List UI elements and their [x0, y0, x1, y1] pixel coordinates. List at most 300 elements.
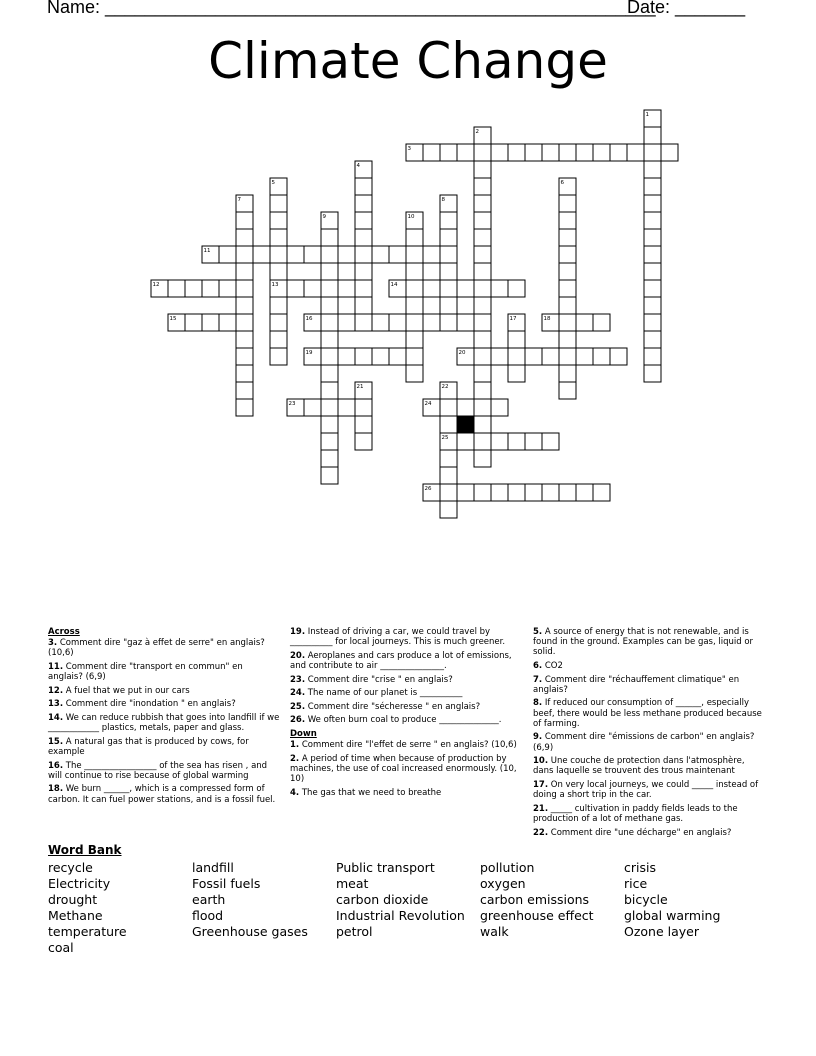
grid-cell[interactable] — [542, 484, 559, 501]
grid-cell[interactable] — [270, 229, 287, 246]
grid-cell[interactable] — [321, 297, 338, 314]
clue-text: The _________________ of the sea has risen , and will continue to rise because of global warming — [48, 760, 268, 781]
grid-cell[interactable] — [270, 331, 287, 348]
grid-cell[interactable] — [542, 314, 559, 331]
grid-cell[interactable] — [355, 433, 372, 450]
grid-cell[interactable] — [440, 195, 457, 212]
grid-cell[interactable] — [576, 314, 593, 331]
grid-cell[interactable] — [355, 297, 372, 314]
grid-cell[interactable] — [202, 314, 219, 331]
clue-label-2: 2 — [475, 129, 479, 135]
grid-cell[interactable] — [576, 484, 593, 501]
grid-cell[interactable] — [559, 348, 576, 365]
clue-text: Aeroplanes and cars produce a lot of emissions, and contribute to air _______________. — [290, 650, 512, 671]
down-clues-column — [533, 627, 765, 841]
grid-cell[interactable] — [508, 314, 525, 331]
grid-cell[interactable] — [474, 331, 491, 348]
clue-across-25 — [290, 702, 522, 712]
grid-cell[interactable] — [304, 399, 321, 416]
grid-cell[interactable] — [559, 314, 576, 331]
grid-cell[interactable] — [440, 467, 457, 484]
grid-cell[interactable] — [236, 382, 253, 399]
word-bank-item: meat — [336, 876, 369, 891]
grid-cell[interactable] — [321, 331, 338, 348]
clue-number: 11. — [48, 662, 64, 672]
black-cell — [457, 416, 474, 433]
clue-text: Instead of driving a car, we could travel by __________ for local journeys. This is much greener. — [290, 627, 506, 648]
grid-cell[interactable] — [304, 246, 321, 263]
grid-cell[interactable] — [219, 314, 236, 331]
grid-cell[interactable] — [355, 416, 372, 433]
grid-cell[interactable] — [423, 246, 440, 263]
grid-cell[interactable] — [355, 195, 372, 212]
clue-number: 7. — [533, 674, 543, 685]
grid-cell[interactable] — [440, 450, 457, 467]
clue-label-8: 8 — [441, 197, 445, 203]
word-bank-item: Ozone layer — [624, 924, 699, 939]
grid-cell[interactable] — [423, 280, 440, 297]
clue-text: We often burn coal to produce ______________. — [307, 715, 502, 726]
grid-cell[interactable] — [321, 229, 338, 246]
grid-cell[interactable] — [406, 144, 423, 161]
grid-cell[interactable] — [372, 348, 389, 365]
grid-cell[interactable] — [440, 280, 457, 297]
grid-cell[interactable] — [491, 280, 508, 297]
grid-cell[interactable] — [236, 280, 253, 297]
grid-cell[interactable] — [644, 127, 661, 144]
grid-cell[interactable] — [270, 348, 287, 365]
grid-cell[interactable] — [270, 195, 287, 212]
clue-across-24 — [290, 688, 522, 698]
word-bank-item: Industrial Revolution — [336, 908, 465, 923]
clue-down-21 — [533, 804, 765, 824]
grid-cell[interactable] — [661, 144, 678, 161]
grid-cell[interactable] — [287, 399, 304, 416]
clue-text: A fuel that we put in our cars — [65, 685, 190, 696]
grid-cell[interactable] — [304, 314, 321, 331]
grid-cell[interactable] — [355, 314, 372, 331]
clue-number: 24. — [290, 688, 306, 699]
grid-cell[interactable] — [185, 314, 202, 331]
clue-text: If reduced our consumption of ______, especially beef, there would be less methane produced because of farming. — [533, 698, 762, 729]
clue-across-12 — [48, 686, 280, 696]
grid-cell[interactable] — [406, 280, 423, 297]
grid-cell[interactable] — [644, 110, 661, 127]
grid-cell[interactable] — [559, 229, 576, 246]
grid-cell[interactable] — [457, 484, 474, 501]
grid-cell[interactable] — [389, 280, 406, 297]
grid-cell[interactable] — [576, 144, 593, 161]
grid-cell[interactable] — [321, 314, 338, 331]
grid-cell[interactable] — [525, 484, 542, 501]
word-bank-item: Methane — [48, 908, 103, 923]
word-bank-item: landfill — [192, 860, 234, 875]
date-line: Date: _______ — [627, 0, 746, 17]
clue-label-6: 6 — [560, 180, 564, 186]
grid-cell[interactable] — [236, 212, 253, 229]
grid-cell[interactable] — [321, 416, 338, 433]
grid-cell[interactable] — [372, 246, 389, 263]
grid-cell[interactable] — [338, 314, 355, 331]
word-bank-item: Greenhouse gases — [192, 924, 308, 939]
clue-number: 10. — [533, 756, 549, 767]
grid-cell[interactable] — [287, 246, 304, 263]
grid-cell[interactable] — [304, 348, 321, 365]
clue-across-11 — [48, 662, 280, 682]
clue-number: 8. — [533, 698, 543, 709]
clue-number: 14. — [48, 712, 64, 723]
grid-cell[interactable] — [644, 297, 661, 314]
word-bank-item: Electricity — [48, 876, 111, 891]
grid-cell[interactable] — [559, 263, 576, 280]
grid-cell[interactable] — [355, 229, 372, 246]
grid-cell[interactable] — [236, 399, 253, 416]
clue-number: 5. — [533, 627, 543, 637]
grid-cell[interactable] — [644, 229, 661, 246]
grid-cell[interactable] — [270, 280, 287, 297]
grid-cell[interactable] — [338, 348, 355, 365]
grid-cell[interactable] — [508, 331, 525, 348]
word-bank-item: carbon dioxide — [336, 892, 429, 907]
word-bank-item: bicycle — [624, 892, 668, 907]
grid-cell[interactable] — [525, 433, 542, 450]
clue-label-18: 18 — [543, 316, 551, 322]
grid-cell[interactable] — [440, 212, 457, 229]
grid-cell[interactable] — [389, 348, 406, 365]
grid-cell[interactable] — [423, 144, 440, 161]
grid-cell[interactable] — [474, 416, 491, 433]
grid-cell[interactable] — [321, 365, 338, 382]
grid-cell[interactable] — [474, 484, 491, 501]
grid-cell[interactable] — [440, 399, 457, 416]
grid-cell[interactable] — [270, 178, 287, 195]
grid-cell[interactable] — [440, 484, 457, 501]
grid-cell[interactable] — [406, 297, 423, 314]
grid-cell[interactable] — [440, 382, 457, 399]
clue-label-26: 26 — [424, 486, 432, 492]
grid-cell[interactable] — [474, 229, 491, 246]
word-bank-item: petrol — [336, 924, 373, 939]
grid-cell[interactable] — [542, 144, 559, 161]
clue-label-23: 23 — [288, 401, 296, 407]
grid-cell[interactable] — [491, 399, 508, 416]
grid-cell[interactable] — [440, 297, 457, 314]
grid-cell[interactable] — [321, 467, 338, 484]
grid-cell[interactable] — [321, 382, 338, 399]
grid-cell[interactable] — [185, 280, 202, 297]
word-bank-item: recycle — [48, 860, 93, 875]
grid-cell[interactable] — [474, 314, 491, 331]
grid-cell[interactable] — [559, 331, 576, 348]
word-bank-item: oxygen — [480, 876, 526, 891]
clue-text: Comment dire "inondation " en anglais? — [65, 699, 236, 710]
clue-number: 3. — [48, 638, 58, 649]
across-heading: Across — [48, 627, 80, 637]
grid-cell[interactable] — [457, 314, 474, 331]
grid-cell[interactable] — [474, 450, 491, 467]
clue-down-17 — [533, 780, 765, 800]
word-bank-heading: Word Bank — [48, 843, 122, 857]
grid-cell[interactable] — [508, 144, 525, 161]
grid-cell[interactable] — [270, 297, 287, 314]
grid-cell[interactable] — [236, 263, 253, 280]
grid-cell[interactable] — [406, 331, 423, 348]
grid-cell[interactable] — [270, 246, 287, 263]
word-bank — [48, 860, 768, 956]
grid-cell[interactable] — [406, 229, 423, 246]
grid-cell[interactable] — [440, 314, 457, 331]
clue-number: 16. — [48, 760, 64, 771]
grid-cell[interactable] — [491, 348, 508, 365]
grid-cell[interactable] — [202, 246, 219, 263]
clue-label-17: 17 — [509, 316, 517, 322]
clue-number: 17. — [533, 779, 549, 790]
clue-text: _____ cultivation in paddy fields leads to the production of a lot of methane gas. — [533, 803, 738, 824]
grid-cell[interactable] — [236, 331, 253, 348]
grid-cell[interactable] — [236, 246, 253, 263]
grid-cell[interactable] — [610, 348, 627, 365]
grid-cell[interactable] — [474, 280, 491, 297]
grid-cell[interactable] — [304, 280, 321, 297]
clue-label-24: 24 — [424, 401, 432, 407]
grid-cell[interactable] — [355, 212, 372, 229]
grid-cell[interactable] — [559, 144, 576, 161]
grid-cell[interactable] — [644, 212, 661, 229]
clue-down-2 — [290, 754, 522, 785]
grid-cell[interactable] — [406, 348, 423, 365]
word-bank-item: coal — [48, 940, 74, 955]
grid-cell[interactable] — [440, 416, 457, 433]
grid-cell[interactable] — [542, 348, 559, 365]
grid-cell[interactable] — [559, 365, 576, 382]
grid-cell[interactable] — [508, 348, 525, 365]
grid-cell[interactable] — [321, 212, 338, 229]
grid-cell[interactable] — [508, 433, 525, 450]
grid-cell[interactable] — [644, 365, 661, 382]
grid-cell[interactable] — [474, 144, 491, 161]
grid-cell[interactable] — [474, 297, 491, 314]
grid-cell[interactable] — [644, 348, 661, 365]
grid-cell[interactable] — [355, 399, 372, 416]
word-bank-item: Public transport — [336, 860, 435, 875]
grid-cell[interactable] — [423, 484, 440, 501]
grid-cell[interactable] — [559, 178, 576, 195]
grid-cell[interactable] — [372, 314, 389, 331]
word-bank-item: walk — [480, 924, 509, 939]
clue-number: 12. — [48, 685, 64, 696]
clue-text: The name of our planet is __________ — [307, 688, 463, 699]
clue-text: A period of time when because of production by machines, the use of coal increased enormously. (10, 10) — [290, 753, 517, 785]
clue-label-20: 20 — [458, 350, 466, 356]
grid-cell[interactable] — [457, 399, 474, 416]
grid-cell[interactable] — [457, 144, 474, 161]
clue-number: 6. — [533, 661, 543, 671]
clue-text: The gas that we need to breathe — [301, 787, 442, 798]
grid-cell[interactable] — [559, 280, 576, 297]
grid-cell[interactable] — [508, 280, 525, 297]
grid-cell[interactable] — [321, 246, 338, 263]
grid-cell[interactable] — [576, 348, 593, 365]
grid-cell[interactable] — [593, 314, 610, 331]
grid-cell[interactable] — [440, 246, 457, 263]
grid-cell[interactable] — [406, 314, 423, 331]
grid-cell[interactable] — [491, 144, 508, 161]
grid-cell[interactable] — [321, 263, 338, 280]
grid-cell[interactable] — [423, 399, 440, 416]
grid-cell[interactable] — [474, 161, 491, 178]
grid-cell[interactable] — [355, 246, 372, 263]
grid-cell[interactable] — [355, 348, 372, 365]
grid-cell[interactable] — [593, 144, 610, 161]
grid-cell[interactable] — [270, 314, 287, 331]
grid-cell[interactable] — [168, 280, 185, 297]
grid-cell[interactable] — [644, 144, 661, 161]
grid-cell[interactable] — [644, 246, 661, 263]
grid-cell[interactable] — [474, 127, 491, 144]
clue-label-4: 4 — [356, 163, 360, 169]
word-bank-item: carbon emissions — [480, 892, 590, 907]
grid-cell[interactable] — [406, 263, 423, 280]
grid-cell[interactable] — [406, 212, 423, 229]
grid-cell[interactable] — [491, 484, 508, 501]
grid-cell[interactable] — [474, 178, 491, 195]
grid-cell[interactable] — [559, 212, 576, 229]
grid-cell[interactable] — [355, 263, 372, 280]
clue-label-3: 3 — [407, 146, 411, 152]
clue-label-1: 1 — [645, 112, 649, 118]
grid-cell[interactable] — [338, 399, 355, 416]
grid-cell[interactable] — [508, 484, 525, 501]
grid-cell[interactable] — [474, 348, 491, 365]
grid-cell[interactable] — [406, 365, 423, 382]
grid-cell[interactable] — [525, 144, 542, 161]
grid-cell[interactable] — [644, 280, 661, 297]
grid-cell[interactable] — [321, 348, 338, 365]
clue-number: 26. — [290, 715, 306, 726]
grid-cell[interactable] — [542, 433, 559, 450]
clue-across-19 — [290, 627, 522, 647]
word-bank-item: pollution — [480, 860, 535, 875]
grid-cell[interactable] — [202, 280, 219, 297]
grid-cell[interactable] — [355, 382, 372, 399]
grid-cell[interactable] — [610, 144, 627, 161]
grid-cell[interactable] — [559, 382, 576, 399]
clue-text: Comment dire "gaz à effet de serre" en anglais? (10,6) — [48, 638, 265, 659]
grid-cell[interactable] — [474, 382, 491, 399]
grid-cell[interactable] — [457, 433, 474, 450]
grid-cell[interactable] — [406, 246, 423, 263]
grid-cell[interactable] — [474, 399, 491, 416]
grid-cell[interactable] — [423, 314, 440, 331]
clue-across-15 — [48, 737, 280, 757]
clue-label-9: 9 — [322, 214, 326, 220]
grid-cell[interactable] — [151, 280, 168, 297]
grid-cell[interactable] — [440, 433, 457, 450]
grid-cell[interactable] — [474, 433, 491, 450]
clue-down-1 — [290, 740, 522, 750]
grid-cell[interactable] — [457, 348, 474, 365]
grid-cell[interactable] — [321, 280, 338, 297]
clue-text: We burn ______, which is a compressed form of carbon. It can fuel power stations, and is a fossil fuel. — [48, 784, 276, 805]
grid-cell[interactable] — [321, 450, 338, 467]
grid-cell[interactable] — [525, 348, 542, 365]
grid-cell[interactable] — [508, 365, 525, 382]
grid-cell[interactable] — [474, 365, 491, 382]
grid-cell[interactable] — [474, 195, 491, 212]
grid-cell[interactable] — [355, 178, 372, 195]
clue-number: 20. — [290, 650, 306, 661]
clue-number: 21. — [533, 803, 549, 814]
grid-cell[interactable] — [270, 212, 287, 229]
grid-cell[interactable] — [236, 229, 253, 246]
grid-cell[interactable] — [440, 263, 457, 280]
grid-cell[interactable] — [270, 263, 287, 280]
grid-cell[interactable] — [355, 280, 372, 297]
grid-cell[interactable] — [491, 433, 508, 450]
grid-cell[interactable] — [559, 484, 576, 501]
grid-cell[interactable] — [236, 297, 253, 314]
grid-cell[interactable] — [644, 331, 661, 348]
grid-cell[interactable] — [644, 195, 661, 212]
grid-cell[interactable] — [593, 484, 610, 501]
down-heading: Down — [290, 728, 317, 739]
clue-across-23 — [290, 675, 522, 685]
grid-cell[interactable] — [321, 399, 338, 416]
grid-cell[interactable] — [338, 246, 355, 263]
grid-cell[interactable] — [389, 314, 406, 331]
grid-cell[interactable] — [219, 246, 236, 263]
grid-cell[interactable] — [559, 246, 576, 263]
grid-cell[interactable] — [389, 246, 406, 263]
grid-cell[interactable] — [168, 314, 185, 331]
grid-cell[interactable] — [355, 161, 372, 178]
grid-cell[interactable] — [644, 263, 661, 280]
grid-cell[interactable] — [338, 280, 355, 297]
grid-cell[interactable] — [236, 195, 253, 212]
grid-cell[interactable] — [236, 365, 253, 382]
clue-number: 2. — [290, 753, 300, 764]
grid-cell[interactable] — [440, 144, 457, 161]
grid-cell[interactable] — [644, 161, 661, 178]
grid-cell[interactable] — [321, 433, 338, 450]
clue-down-9 — [533, 732, 765, 752]
grid-cell[interactable] — [627, 144, 644, 161]
grid-cell[interactable] — [644, 314, 661, 331]
grid-cell[interactable] — [440, 229, 457, 246]
grid-cell[interactable] — [644, 178, 661, 195]
grid-cell[interactable] — [253, 246, 270, 263]
clue-across-13 — [48, 699, 280, 709]
word-bank-item: earth — [192, 892, 226, 907]
grid-cell[interactable] — [457, 280, 474, 297]
grid-cell[interactable] — [559, 195, 576, 212]
grid-cell[interactable] — [287, 280, 304, 297]
clue-across-3 — [48, 638, 280, 658]
grid-cell[interactable] — [440, 501, 457, 518]
clue-label-19: 19 — [305, 350, 313, 356]
grid-cell[interactable] — [236, 348, 253, 365]
grid-cell[interactable] — [593, 348, 610, 365]
grid-cell[interactable] — [559, 297, 576, 314]
grid-cell[interactable] — [474, 212, 491, 229]
clue-label-16: 16 — [305, 316, 313, 322]
grid-cell[interactable] — [474, 263, 491, 280]
clue-label-15: 15 — [169, 316, 177, 322]
grid-cell[interactable] — [236, 314, 253, 331]
clue-number: 9. — [533, 732, 543, 743]
grid-cell[interactable] — [474, 246, 491, 263]
grid-cell[interactable] — [219, 280, 236, 297]
